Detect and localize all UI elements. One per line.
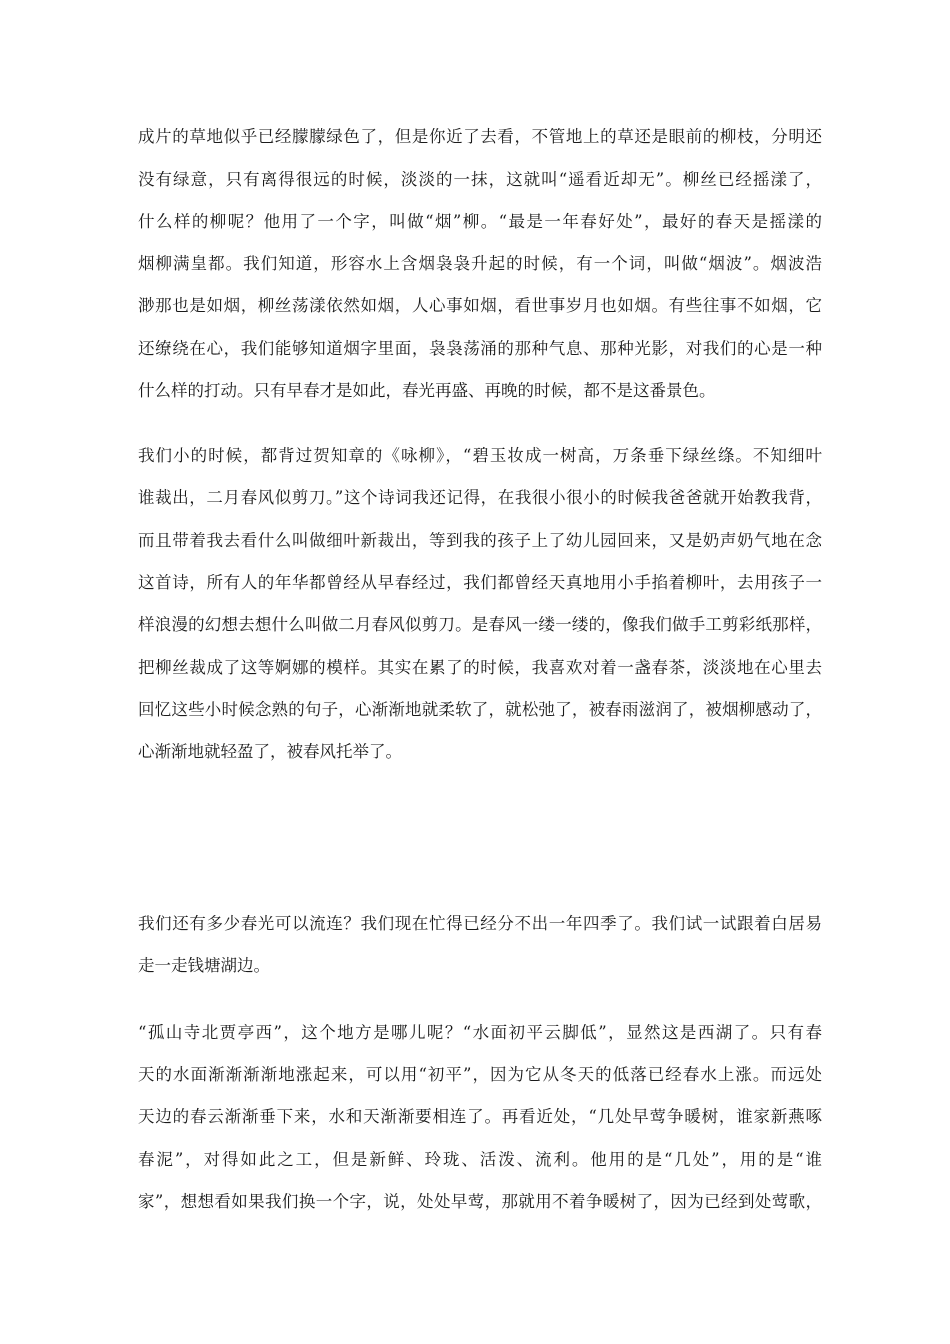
text-line: 我们还有多少春光可以流连？我们现在忙得已经分不出一年四季了。我们试一试跟着白居易 (138, 914, 822, 933)
text-line: 烟柳满皇都。我们知道，形容水上含烟袅袅升起的时候，有一个词，叫做“烟波”。烟波浩 (138, 254, 822, 273)
text-line: 什么样的打动。只有早春才是如此，春光再盛、再晚的时候，都不是这番景色。 (138, 381, 716, 400)
text-line: “孤山寺北贾亭西”，这个地方是哪儿呢？“水面初平云脚低”，显然这是西湖了。只有春 (138, 1023, 822, 1042)
text-line: 还缭绕在心，我们能够知道烟字里面，袅袅荡涌的那种气息、那种光影，对我们的心是一种 (138, 339, 822, 358)
text-line: 谁裁出，二月春风似剪刀。”这个诗词我还记得，在我很小很小的时候我爸爸就开始教我背， (138, 488, 822, 507)
text-line: 心渐渐地就轻盈了，被春风托举了。 (138, 742, 402, 761)
text-line: 而且带着我去看什么叫做细叶新裁出，等到我的孩子上了幼儿园回来，又是奶声奶气地在念 (138, 531, 822, 550)
text-line: 春泥”，对得如此之工，但是新鲜、玲珑、活泼、流利。他用的是“几处”，用的是“谁 (138, 1150, 822, 1169)
text-line: 走一走钱塘湖边。 (138, 956, 270, 975)
text-line: 没有绿意，只有离得很远的时候，淡淡的一抹，这就叫“遥看近却无”。柳丝已经摇漾了， (138, 170, 822, 189)
text-line: 成片的草地似乎已经朦朦绿色了，但是你近了去看，不管地上的草还是眼前的柳枝，分明还 (138, 127, 822, 146)
text-line: 我们小的时候，都背过贺知章的《咏柳》，“碧玉妆成一树高，万条垂下绿丝绦。不知细叶 (138, 446, 822, 465)
text-line: 天的水面渐渐渐渐地涨起来，可以用“初平”，因为它从冬天的低落已经春水上涨。而远处 (138, 1065, 822, 1084)
text-line: 这首诗，所有人的年华都曾经从早春经过，我们都曾经天真地用小手掐着柳叶，去用孩子一 (138, 573, 822, 592)
text-line: 天边的春云渐渐垂下来，水和天渐渐要相连了。再看近处，“几处早莺争暖树，谁家新燕啄 (138, 1107, 822, 1126)
text-line: 家”，想想看如果我们换一个字，说，处处早莺，那就用不着争暖树了，因为已经到处莺歌， (138, 1192, 822, 1211)
text-line: 样浪漫的幻想去想什么叫做二月春风似剪刀。是春风一缕一缕的，像我们做手工剪彩纸那样， (138, 615, 822, 634)
text-line: 回忆这些小时候念熟的句子，心渐渐地就柔软了，就松弛了，被春雨滋润了，被烟柳感动了， (138, 700, 822, 719)
text-line: 把柳丝裁成了这等婀娜的模样。其实在累了的时候，我喜欢对着一盏春茶，淡淡地在心里去 (138, 658, 822, 677)
text-line: 渺那也是如烟，柳丝荡漾依然如烟，人心事如烟，看世事岁月也如烟。有些往事不如烟，它 (138, 296, 822, 315)
text-line: 什么样的柳呢？他用了一个字，叫做“烟”柳。“最是一年春好处”，最好的春天是摇漾的 (138, 212, 822, 231)
